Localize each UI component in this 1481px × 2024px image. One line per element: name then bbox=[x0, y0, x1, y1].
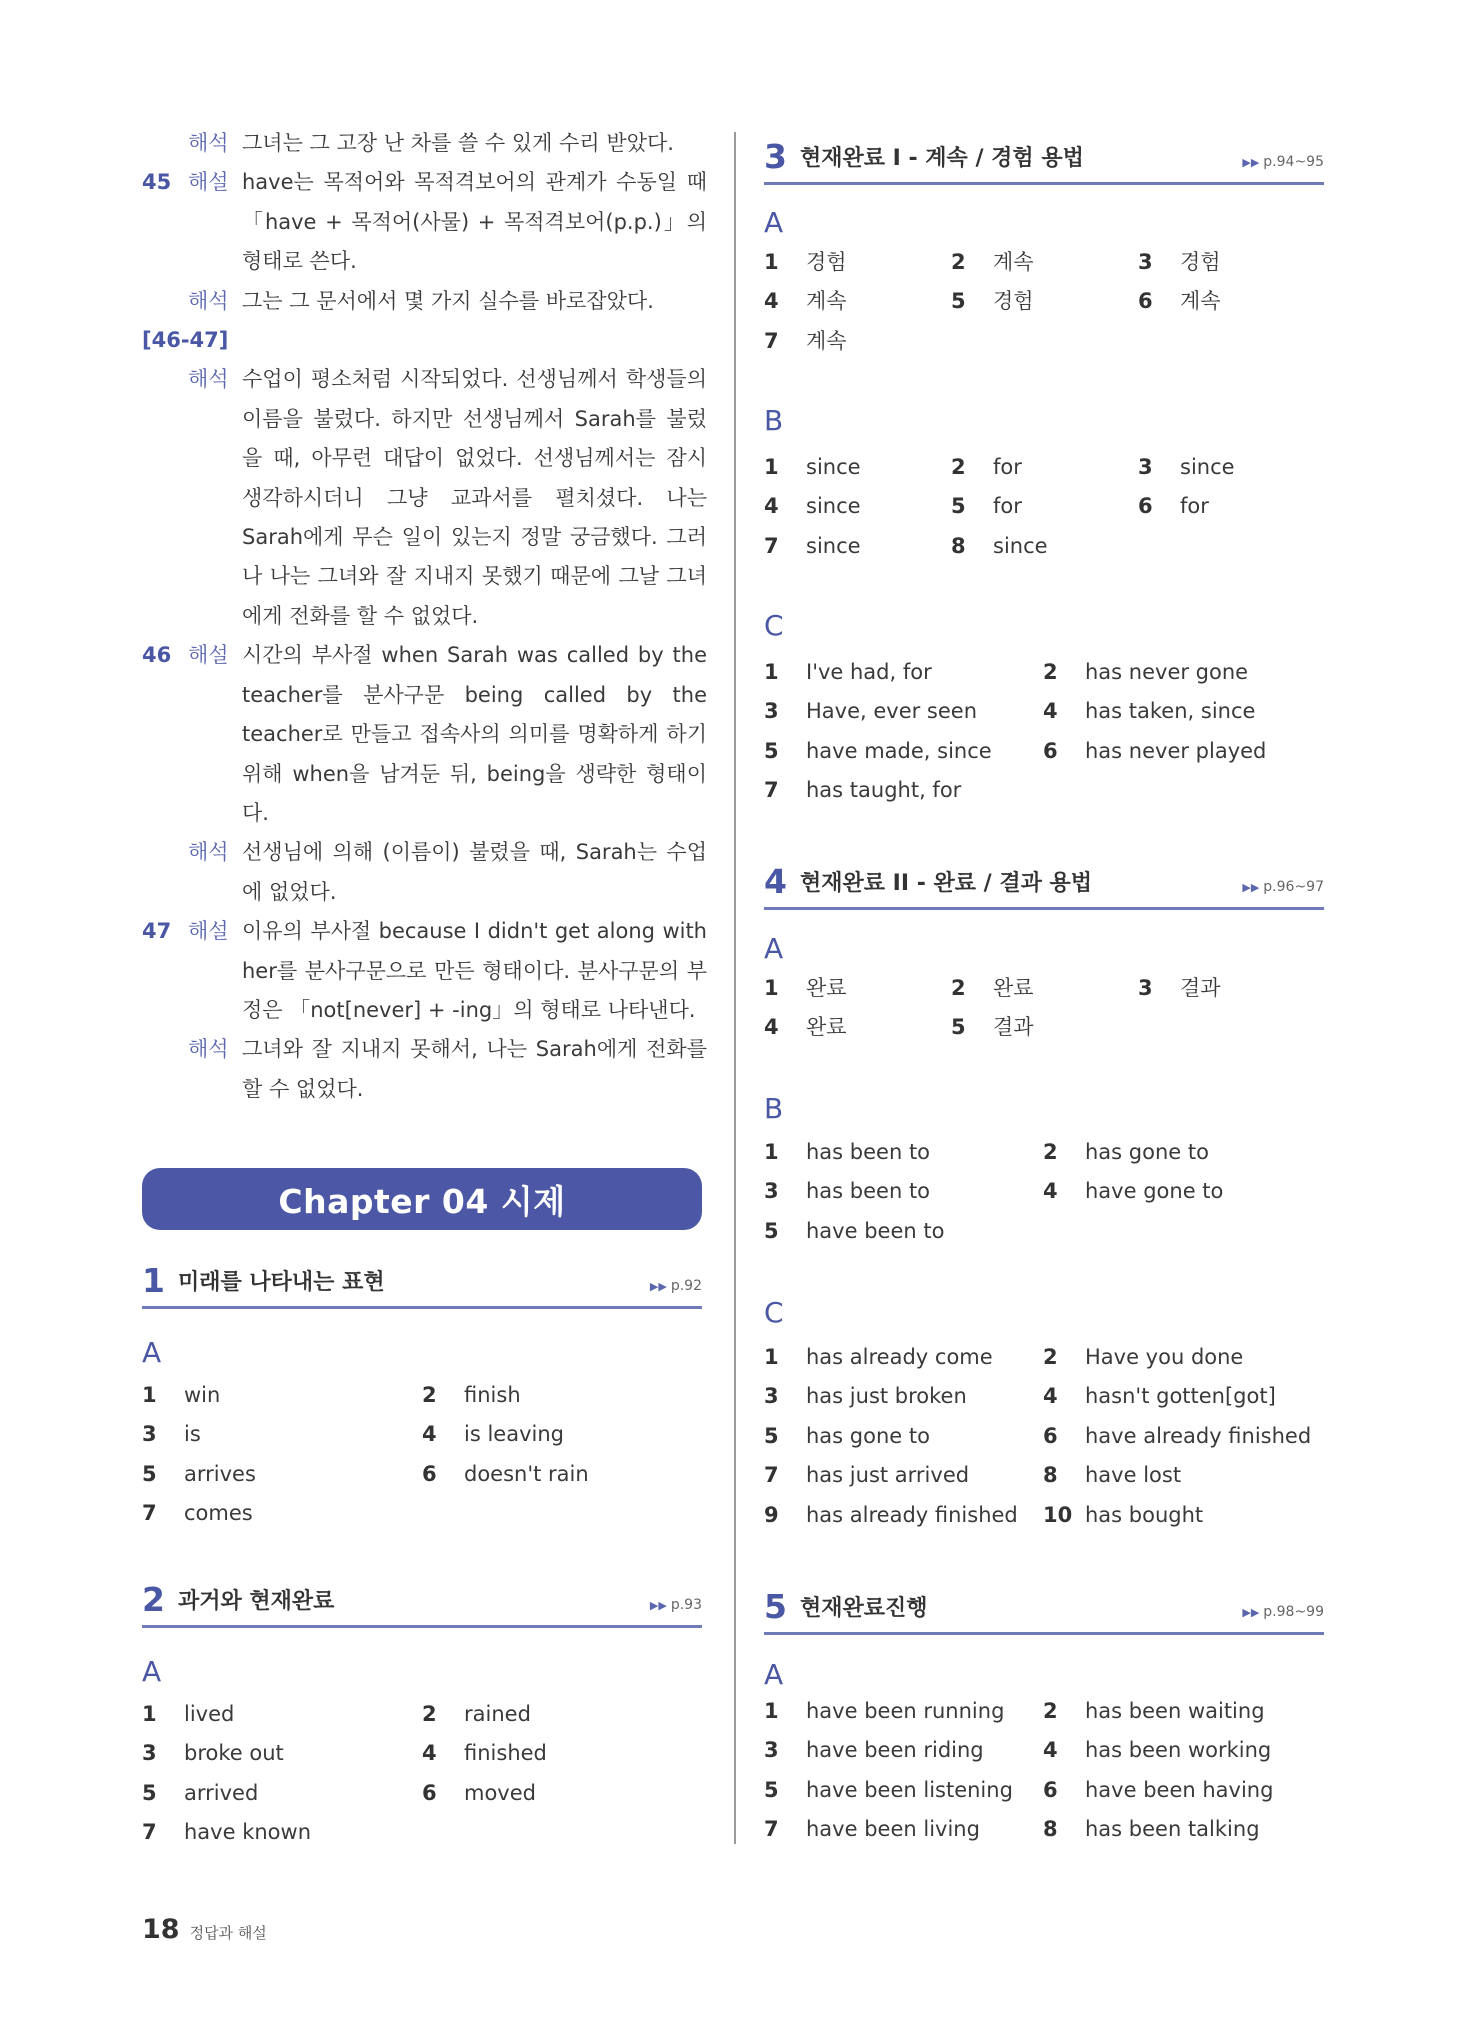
answer-item bbox=[764, 1172, 930, 1211]
page-reference: ▶▶ p.94~95 bbox=[1242, 154, 1324, 170]
answer-number: 5 bbox=[764, 738, 779, 763]
explanation-entry: 해석 수업이 평소처럼 시작되었다. 선생님께서 학생들의 이름을 불렀다. 하지만 선생님께서 Sarah를 불렀을 때, 아무런 대답이 없었다. 선생님께서는 잠시 생각하시더니 그냥 교과서를 펼치셨다. 나는 Sarah에게 무슨 일이 있는지 정말 궁금했다. 그러나 나는 그녀와 잘 지내지 못했기 때문에 그날 그녀에게 전화를 할 수 없었다. bbox=[188, 367, 707, 628]
answer-value: have been riding bbox=[806, 1738, 984, 1763]
answer-number: 2 bbox=[1043, 660, 1058, 684]
answer-number: 9 bbox=[764, 1502, 779, 1527]
answer-value: finished bbox=[464, 1741, 547, 1766]
answer-value: 결과 bbox=[1180, 976, 1221, 1000]
answer-number: 8 bbox=[951, 533, 966, 558]
double-arrow-icon: ▶▶ bbox=[1242, 156, 1260, 169]
answer-number: 5 bbox=[951, 1015, 966, 1040]
answer-item bbox=[142, 1695, 234, 1734]
page-reference: ▶▶ p.92 bbox=[649, 1278, 702, 1294]
part-letter: C bbox=[764, 609, 784, 642]
answer-item bbox=[951, 487, 1022, 526]
answer-value: since bbox=[806, 455, 861, 479]
answer-item bbox=[764, 1496, 1018, 1535]
answer-value: is bbox=[184, 1422, 201, 1447]
answer-value: finish bbox=[464, 1383, 521, 1407]
answer-value: lived bbox=[184, 1702, 235, 1726]
answer-value: has been talking bbox=[1085, 1817, 1260, 1842]
answer-item bbox=[764, 1810, 980, 1849]
answer-item bbox=[951, 448, 1022, 487]
answer-value: moved bbox=[464, 1780, 536, 1805]
answer-item bbox=[764, 1212, 944, 1251]
section-header-1: 1 미래를 나타내는 표현 ▶▶ p.92 bbox=[142, 1262, 702, 1309]
answer-number: 6 bbox=[422, 1780, 437, 1805]
explanations-column bbox=[142, 124, 707, 1109]
answer-number: 5 bbox=[764, 1777, 779, 1802]
answer-number: 6 bbox=[422, 1461, 437, 1486]
answer-number: 4 bbox=[764, 1015, 779, 1040]
answer-value: is leaving bbox=[464, 1422, 564, 1447]
answer-item bbox=[142, 1415, 201, 1454]
answer-item bbox=[764, 1771, 1013, 1810]
part-letter: A bbox=[142, 1336, 162, 1369]
explanation-entry: 46 해설 시간의 부사절 when Sarah was called by the teacher를 분사구문 being called by the teacher로 만들고 접속사의 의미를 명확하게 하기 위해 when을 남겨둔 뒤, being을 생략한 형태이다. bbox=[142, 643, 707, 825]
answer-number: 4 bbox=[1043, 699, 1058, 724]
answer-number: 2 bbox=[951, 976, 966, 1000]
answer-item bbox=[764, 243, 847, 282]
answer-number: 6 bbox=[1043, 1777, 1058, 1802]
answer-number: 3 bbox=[142, 1741, 157, 1766]
answer-value: hasn't gotten[got] bbox=[1085, 1384, 1276, 1409]
answer-item bbox=[764, 448, 861, 487]
answer-item bbox=[1043, 692, 1255, 731]
answer-item bbox=[422, 1695, 531, 1734]
answer-number: 3 bbox=[1138, 250, 1153, 274]
answer-value: for bbox=[993, 455, 1022, 479]
answer-value: has just arrived bbox=[806, 1463, 970, 1488]
question-group-label: [46-47] bbox=[142, 328, 229, 353]
answer-number: 7 bbox=[764, 1817, 779, 1842]
answer-value: has bought bbox=[1085, 1502, 1204, 1527]
answer-item bbox=[1138, 243, 1221, 282]
answer-item bbox=[1043, 1172, 1223, 1211]
part-letter: B bbox=[764, 1092, 784, 1125]
part-letter: A bbox=[764, 1658, 784, 1691]
answer-item bbox=[422, 1455, 589, 1494]
answer-number: 5 bbox=[764, 1423, 779, 1448]
answer-number: 6 bbox=[1043, 738, 1058, 763]
answer-number: 2 bbox=[951, 455, 966, 479]
answer-value: 완료 bbox=[993, 976, 1034, 1000]
answer-number: 7 bbox=[764, 533, 779, 558]
answer-number: 2 bbox=[1043, 1699, 1058, 1723]
answer-number: 1 bbox=[764, 976, 779, 1000]
answer-item bbox=[1043, 653, 1248, 692]
answer-number: 2 bbox=[422, 1383, 437, 1407]
answer-number: 5 bbox=[142, 1461, 157, 1486]
answer-item bbox=[764, 1417, 930, 1456]
double-arrow-icon: ▶▶ bbox=[649, 1599, 667, 1612]
answer-number: 1 bbox=[142, 1383, 157, 1407]
answer-number: 3 bbox=[1138, 455, 1153, 479]
answer-value: arrives bbox=[184, 1461, 256, 1486]
answer-value: 계속 bbox=[1180, 289, 1221, 314]
answer-item bbox=[764, 692, 977, 731]
answer-value: has taken, since bbox=[1085, 699, 1256, 724]
answer-item bbox=[422, 1376, 521, 1415]
answer-item bbox=[764, 1008, 847, 1047]
double-arrow-icon: ▶▶ bbox=[1242, 1606, 1260, 1619]
section-header-3: 3 현재완료 I - 계속 / 경험 용법 ▶▶ p.94~95 bbox=[764, 138, 1324, 185]
answer-value: for bbox=[1180, 494, 1209, 519]
answer-value: have already finished bbox=[1085, 1423, 1312, 1448]
answer-item bbox=[1138, 969, 1221, 1008]
answer-value: has taught, for bbox=[806, 778, 962, 803]
answer-item bbox=[1043, 1810, 1260, 1849]
answer-value: 완료 bbox=[806, 1015, 847, 1040]
answer-value: 계속 bbox=[993, 250, 1034, 274]
section-header-5: 5 현재완료진행 ▶▶ p.98~99 bbox=[764, 1588, 1324, 1635]
explanation-entry: 해석 그녀는 그 고장 난 차를 쓸 수 있게 수리 받았다. bbox=[188, 131, 674, 155]
answer-number: 1 bbox=[764, 455, 779, 479]
answer-item bbox=[1043, 1496, 1203, 1535]
answer-item bbox=[1043, 1771, 1273, 1810]
answer-number: 4 bbox=[764, 289, 779, 314]
answer-number: 1 bbox=[764, 1140, 779, 1164]
answer-number: 1 bbox=[764, 1699, 779, 1723]
answer-number: 8 bbox=[1043, 1463, 1058, 1488]
answer-item bbox=[951, 527, 1048, 566]
answer-value: has been to bbox=[806, 1179, 931, 1204]
answer-value: has gone to bbox=[1085, 1140, 1209, 1164]
answer-item bbox=[142, 1494, 253, 1533]
answer-item bbox=[764, 1338, 993, 1377]
answer-number: 4 bbox=[1043, 1179, 1058, 1204]
answer-number: 5 bbox=[142, 1780, 157, 1805]
double-arrow-icon: ▶▶ bbox=[649, 1280, 667, 1293]
answer-number: 3 bbox=[764, 1179, 779, 1204]
answer-number: 7 bbox=[142, 1820, 157, 1845]
section-header-2: 2 과거와 현재완료 ▶▶ p.93 bbox=[142, 1581, 702, 1628]
answer-number: 7 bbox=[764, 1463, 779, 1488]
answer-value: since bbox=[993, 533, 1048, 558]
page-reference: ▶▶ p.93 bbox=[649, 1597, 702, 1613]
answer-value: has been working bbox=[1085, 1738, 1272, 1763]
answer-value: has already come bbox=[806, 1345, 993, 1369]
answer-item bbox=[764, 969, 847, 1008]
answer-item bbox=[142, 1813, 311, 1852]
answer-value: has been to bbox=[806, 1140, 931, 1164]
answer-item bbox=[1043, 1456, 1181, 1495]
answer-value: since bbox=[806, 494, 861, 519]
answer-value: have known bbox=[184, 1820, 312, 1845]
answer-item bbox=[1138, 282, 1221, 321]
answer-item bbox=[764, 1133, 930, 1172]
answer-value: has never gone bbox=[1085, 660, 1249, 684]
answer-item bbox=[1138, 487, 1209, 526]
answer-item bbox=[764, 732, 992, 771]
answer-number: 6 bbox=[1138, 494, 1153, 519]
answer-value: has gone to bbox=[806, 1423, 930, 1448]
answer-item bbox=[764, 487, 861, 526]
page-reference: ▶▶ p.96~97 bbox=[1242, 879, 1324, 895]
answer-item bbox=[764, 322, 847, 361]
answer-item bbox=[1043, 1133, 1209, 1172]
explanation-entry: 해석 그녀와 잘 지내지 못해서, 나는 Sarah에게 전화를 할 수 없었다. bbox=[188, 1037, 707, 1101]
answer-item bbox=[951, 1008, 1034, 1047]
answer-item bbox=[764, 1456, 969, 1495]
answer-number: 4 bbox=[422, 1741, 437, 1766]
answer-value: 경험 bbox=[806, 250, 847, 274]
part-letter: A bbox=[142, 1655, 162, 1688]
answer-item bbox=[764, 1377, 967, 1416]
answer-number: 6 bbox=[1043, 1423, 1058, 1448]
answer-value: have gone to bbox=[1085, 1179, 1224, 1204]
answer-item bbox=[142, 1774, 258, 1813]
answer-number: 6 bbox=[1138, 289, 1153, 314]
explanation-entry: 45 해설 have는 목적어와 목적격보어의 관계가 수동일 때 「have + 목적어(사물) + 목적격보어(p.p.)」의 형태로 쓴다. bbox=[142, 170, 707, 274]
answer-value: for bbox=[993, 494, 1022, 519]
answer-number: 7 bbox=[764, 328, 779, 353]
answer-value: I've had, for bbox=[806, 660, 932, 684]
answer-value: since bbox=[806, 533, 861, 558]
answer-number: 3 bbox=[764, 699, 779, 724]
answer-item bbox=[764, 771, 961, 810]
part-letter: A bbox=[764, 206, 784, 239]
answer-item bbox=[951, 243, 1034, 282]
answer-number: 4 bbox=[1043, 1384, 1058, 1409]
answer-number: 2 bbox=[422, 1702, 437, 1726]
answer-value: have been listening bbox=[806, 1777, 1013, 1802]
answer-number: 2 bbox=[951, 250, 966, 274]
answer-number: 7 bbox=[764, 778, 779, 803]
answer-number: 8 bbox=[1043, 1817, 1058, 1842]
answer-number: 5 bbox=[951, 494, 966, 519]
answer-number: 4 bbox=[422, 1422, 437, 1447]
answer-value: arrived bbox=[184, 1780, 259, 1805]
answer-value: doesn't rain bbox=[464, 1461, 589, 1486]
double-arrow-icon: ▶▶ bbox=[1242, 881, 1260, 894]
answer-number: 2 bbox=[1043, 1345, 1058, 1369]
answer-number: 1 bbox=[764, 250, 779, 274]
answer-number: 5 bbox=[951, 289, 966, 314]
answer-value: comes bbox=[184, 1501, 253, 1526]
answer-value: Have you done bbox=[1085, 1345, 1244, 1369]
answer-number: 10 bbox=[1043, 1502, 1073, 1527]
answer-number: 1 bbox=[764, 1345, 779, 1369]
answer-item bbox=[1043, 732, 1266, 771]
answer-value: 경험 bbox=[1180, 250, 1221, 274]
answer-value: has just broken bbox=[806, 1384, 967, 1409]
part-letter: A bbox=[764, 932, 784, 965]
answer-value: has never played bbox=[1085, 738, 1267, 763]
answer-item bbox=[764, 527, 861, 566]
answer-item bbox=[1043, 1338, 1243, 1377]
explanation-entry: 해석 그는 그 문서에서 몇 가지 실수를 바로잡았다. bbox=[188, 288, 654, 313]
answer-item bbox=[142, 1376, 220, 1415]
answer-value: has already finished bbox=[806, 1502, 1018, 1527]
answer-value: win bbox=[184, 1383, 221, 1407]
answer-item bbox=[951, 282, 1034, 321]
chapter-banner: Chapter 04 시제 bbox=[142, 1168, 702, 1230]
answer-item bbox=[1043, 1377, 1276, 1416]
answer-number: 2 bbox=[1043, 1140, 1058, 1164]
page-reference: ▶▶ p.98~99 bbox=[1242, 1604, 1324, 1620]
answer-number: 1 bbox=[764, 660, 779, 684]
answer-number: 7 bbox=[142, 1501, 157, 1526]
answer-value: have made, since bbox=[806, 738, 992, 763]
answer-value: since bbox=[1180, 455, 1235, 479]
answer-item bbox=[422, 1774, 536, 1813]
answer-value: have been to bbox=[806, 1218, 945, 1243]
answer-item bbox=[764, 653, 932, 692]
answer-value: have been having bbox=[1085, 1777, 1274, 1802]
page-number: 18 bbox=[142, 1914, 180, 1945]
answer-item bbox=[142, 1734, 284, 1773]
answer-value: have been running bbox=[806, 1699, 1005, 1723]
footer-label: 정답과 해설 bbox=[189, 1924, 267, 1942]
answer-value: 경험 bbox=[993, 289, 1034, 314]
answer-number: 1 bbox=[142, 1702, 157, 1726]
answer-item bbox=[764, 1731, 984, 1770]
answer-value: has been waiting bbox=[1085, 1699, 1265, 1723]
part-letter: B bbox=[764, 404, 784, 437]
answer-number: 4 bbox=[1043, 1738, 1058, 1763]
answer-number: 4 bbox=[764, 494, 779, 519]
answer-value: broke out bbox=[184, 1741, 284, 1766]
answer-number: 5 bbox=[764, 1218, 779, 1243]
answer-item bbox=[764, 282, 847, 321]
answer-item bbox=[1043, 1417, 1311, 1456]
answer-number: 3 bbox=[764, 1384, 779, 1409]
answer-value: 계속 bbox=[806, 289, 847, 314]
answer-item bbox=[764, 1692, 1004, 1731]
answer-item bbox=[422, 1734, 547, 1773]
explanation-entry: 해석 선생님에 의해 (이름이) 불렸을 때, Sarah는 수업에 없었다. bbox=[188, 840, 707, 904]
page-footer bbox=[142, 1914, 267, 1945]
answer-item bbox=[142, 1455, 256, 1494]
column-divider bbox=[734, 132, 736, 1844]
answer-value: 결과 bbox=[993, 1015, 1034, 1040]
answer-value: have been living bbox=[806, 1817, 980, 1842]
answer-value: Have, ever seen bbox=[806, 699, 978, 724]
answer-item bbox=[951, 969, 1034, 1008]
answer-number: 3 bbox=[1138, 976, 1153, 1000]
section-header-4: 4 현재완료 II - 완료 / 결과 용법 ▶▶ p.96~97 bbox=[764, 863, 1324, 910]
answer-number: 3 bbox=[142, 1422, 157, 1447]
answer-value: 계속 bbox=[806, 328, 847, 353]
answer-value: rained bbox=[464, 1702, 531, 1726]
answer-value: have lost bbox=[1085, 1463, 1182, 1488]
answer-item bbox=[1043, 1692, 1265, 1731]
answer-number: 3 bbox=[764, 1738, 779, 1763]
answer-item bbox=[1043, 1731, 1271, 1770]
explanation-entry: 47 해설 이유의 부사절 because I didn't get along with her를 분사구문으로 만든 형태이다. 분사구문의 부정은 「not[never] + -ing」의 형태로 나타낸다. bbox=[142, 919, 707, 1022]
part-letter: C bbox=[764, 1296, 784, 1329]
answer-value: 완료 bbox=[806, 976, 847, 1000]
answer-item bbox=[422, 1415, 564, 1454]
answer-item bbox=[1138, 448, 1235, 487]
